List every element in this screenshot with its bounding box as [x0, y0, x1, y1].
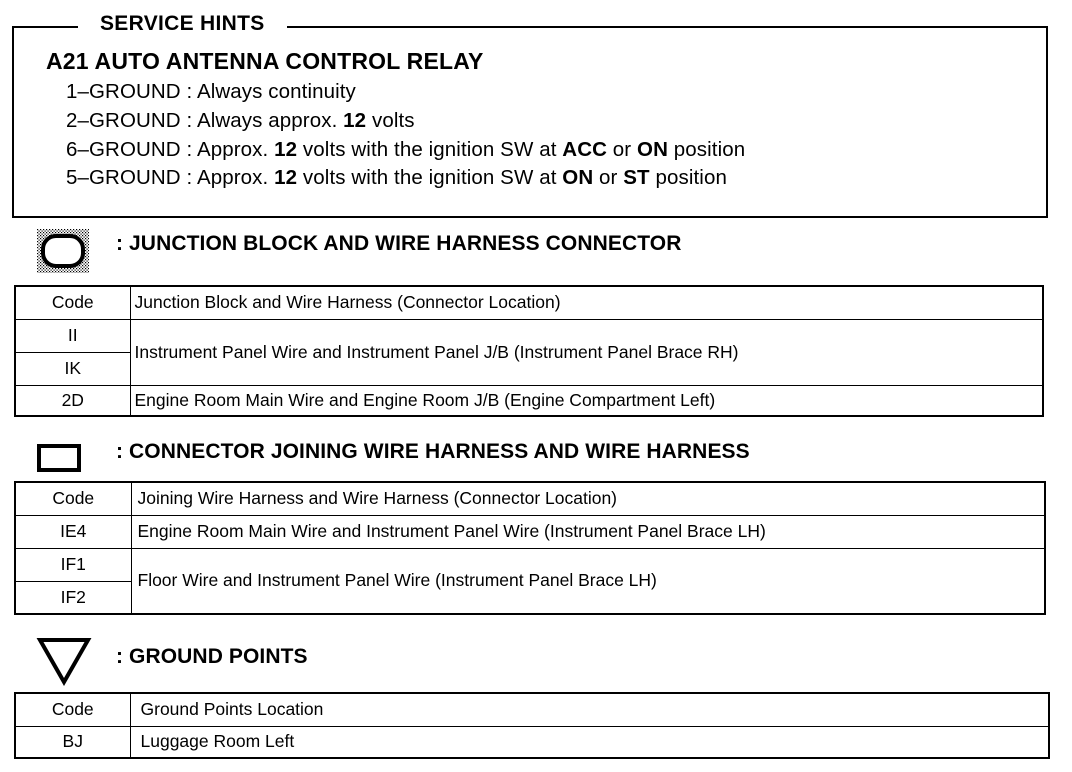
hint-text: volts with the ignition SW at [297, 138, 563, 161]
code-cell: IE4 [15, 515, 131, 548]
joining-connector-table [14, 481, 1046, 615]
hint-line [66, 80, 356, 104]
hint-text: or [593, 166, 624, 189]
hint-text: position [668, 138, 746, 161]
hint-value: 12 [343, 109, 367, 132]
junction-block-heading: : JUNCTION BLOCK AND WIRE HARNESS CONNECTOR [116, 232, 682, 255]
hint-text: volts with the ignition SW at [297, 166, 563, 189]
hint-value: ACC [562, 138, 608, 161]
location-cell: Engine Room Main Wire and Engine Room J/B (Engine Compartment Left) [130, 385, 1043, 416]
location-cell: Instrument Panel Wire and Instrument Panel J/B (Instrument Panel Brace RH) [130, 319, 1043, 385]
code-header: Code [15, 286, 130, 319]
junction-block-table [14, 285, 1044, 417]
code-cell: 2D [15, 385, 130, 416]
joining-connector-icon [37, 444, 81, 472]
ground-point-icon [36, 636, 92, 686]
table-row [15, 385, 1043, 416]
hint-value: ON [562, 166, 594, 189]
location-header: Ground Points Location [130, 693, 1049, 726]
code-cell: IF2 [15, 581, 131, 614]
table-header-row [15, 482, 1045, 515]
hint-text: volts [366, 109, 415, 132]
table-row [15, 548, 1045, 581]
table-row [15, 515, 1045, 548]
location-cell: Luggage Room Left [130, 726, 1049, 758]
hint-line [66, 109, 415, 133]
hint-value: ON [637, 138, 668, 161]
ground-points-heading: : GROUND POINTS [116, 645, 308, 668]
code-cell: II [15, 319, 130, 352]
hint-line [66, 138, 745, 162]
hint-pins: 2–GROUND : [66, 109, 197, 132]
hint-pins: 5–GROUND : [66, 166, 197, 189]
joining-connector-heading: : CONNECTOR JOINING WIRE HARNESS AND WIRE HARNESS [116, 440, 750, 463]
table-header-row [15, 693, 1049, 726]
location-header: Junction Block and Wire Harness (Connector Location) [130, 286, 1043, 319]
hint-value: 12 [274, 166, 298, 189]
code-cell: IK [15, 352, 130, 385]
hint-pins: 1–GROUND : [66, 80, 197, 103]
hint-text: Always approx. [196, 109, 344, 132]
hint-value: 12 [274, 138, 298, 161]
table-row [15, 726, 1049, 758]
code-header: Code [15, 693, 130, 726]
location-header: Joining Wire Harness and Wire Harness (Connector Location) [131, 482, 1045, 515]
code-header: Code [15, 482, 131, 515]
hint-text: Always continuity [196, 80, 356, 103]
hint-value: ST [623, 166, 650, 189]
hint-text: Approx. [196, 138, 275, 161]
hint-line [66, 166, 727, 190]
hint-text: or [607, 138, 638, 161]
hint-text: position [649, 166, 727, 189]
location-cell: Floor Wire and Instrument Panel Wire (Instrument Panel Brace LH) [131, 548, 1045, 614]
hint-text: Approx. [196, 166, 275, 189]
table-row [15, 319, 1043, 352]
hint-pins: 6–GROUND : [66, 138, 197, 161]
code-cell: IF1 [15, 548, 131, 581]
table-header-row [15, 286, 1043, 319]
component-title: A21 AUTO ANTENNA CONTROL RELAY [46, 48, 484, 74]
junction-block-connector-icon [37, 229, 89, 273]
code-cell: BJ [15, 726, 130, 758]
service-hints-legend: SERVICE HINTS [78, 12, 287, 36]
ground-points-table [14, 692, 1050, 759]
location-cell: Engine Room Main Wire and Instrument Panel Wire (Instrument Panel Brace LH) [131, 515, 1045, 548]
